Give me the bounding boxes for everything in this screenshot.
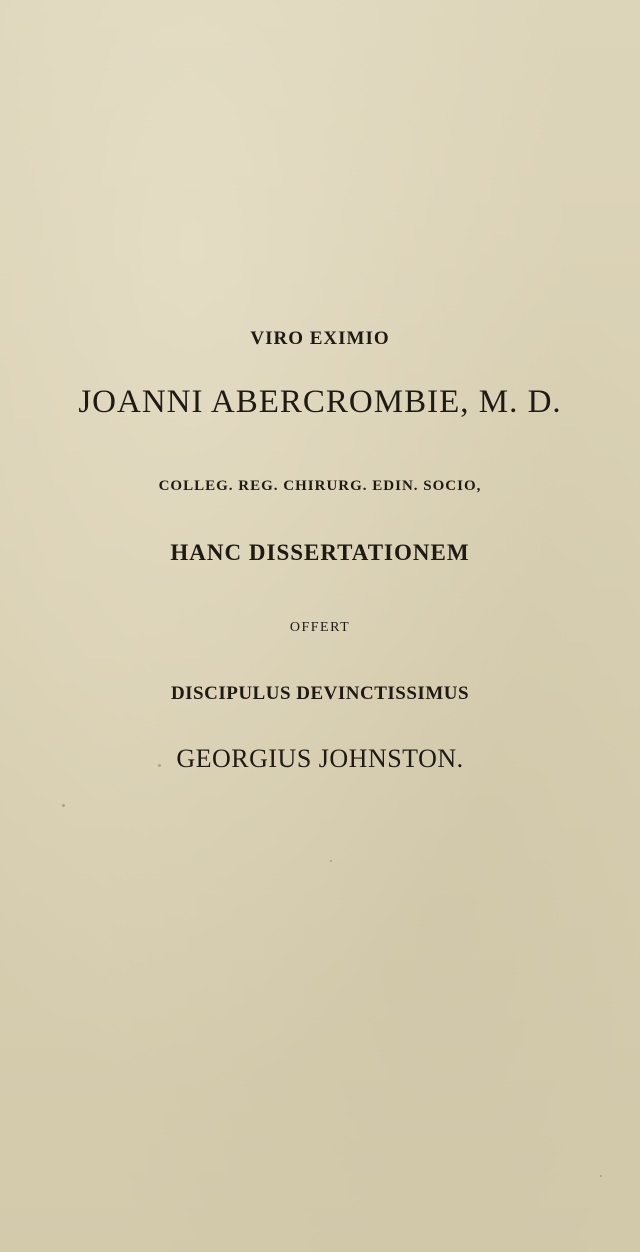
dedication-line-author: GEORGIUS JOHNSTON. <box>176 744 464 773</box>
dedication-line-viro-eximio: VIRO EXIMIO <box>250 328 390 349</box>
paper-speck <box>330 860 332 862</box>
paper-speck <box>62 804 65 807</box>
paper-speck <box>600 1175 602 1177</box>
dedication-line-offert: OFFERT <box>289 620 351 635</box>
dedication-line-college: COLLEG. REG. CHIRURG. EDIN. SOCIO, <box>158 478 482 494</box>
dedication-line-name: JOANNI ABERCROMBIE, M. D. <box>78 384 562 420</box>
dedication-line-disciple: DISCIPULUS DEVINCTISSIMUS <box>170 683 470 704</box>
dedication-line-dissertation: HANC DISSERTATIONEM <box>170 540 470 565</box>
